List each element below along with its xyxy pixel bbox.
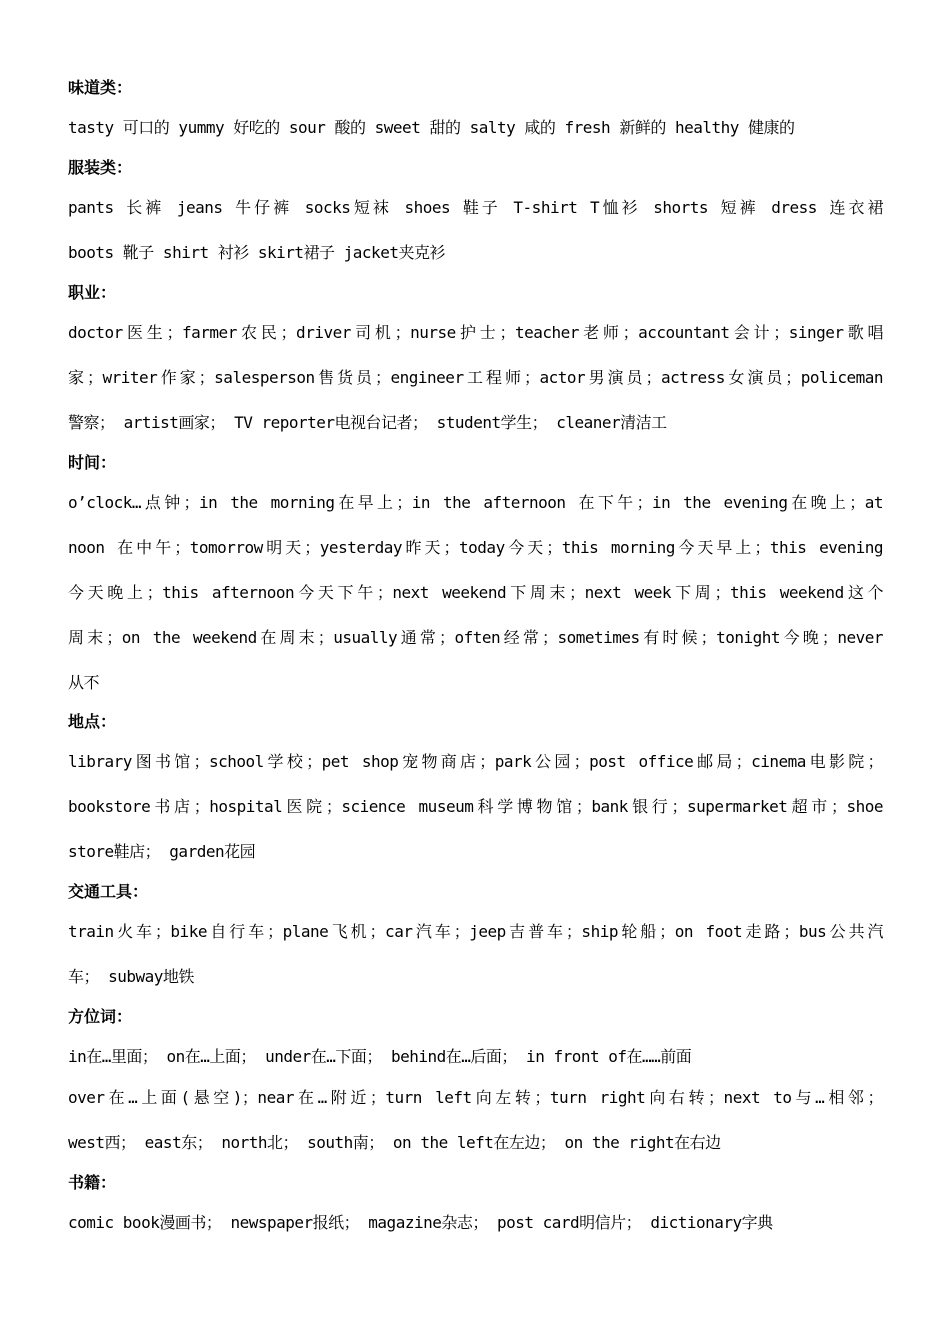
section-line: tasty 可口的 yummy 好吃的 sour 酸的 sweet 甜的 salty 咸的 fresh 新鲜的 healthy 健康的 <box>68 118 795 137</box>
section-line: train火车；bike自行车；plane飞机；car汽车；jeep吉普车；ship轮船；on foot走路；bus公共汽 <box>68 922 883 941</box>
section-line: 家；writer作家；salesperson售货员；engineer工程师；actor男演员；actress女演员；policeman <box>68 368 883 387</box>
section-title-taste: 味道类： <box>68 78 133 97</box>
section-line: noon 在中午；tomorrow明天；yesterday昨天；today今天；this morning今天早上；this evening <box>68 538 883 557</box>
section-line: boots 靴子 shirt 衬衫 skirt裙子 jacket夹克衫 <box>68 243 445 262</box>
section-title-jobs: 职业： <box>68 283 117 302</box>
section-title-time: 时间： <box>68 453 117 472</box>
section-line: in在…里面； on在…上面； under在…下面； behind在…后面； in front of在……前面 <box>68 1047 692 1066</box>
section-title-directions: 方位词： <box>68 1007 133 1026</box>
section-title-transport: 交通工具： <box>68 882 149 901</box>
section-line: 周末；on the weekend在周末；usually通常；often经常；sometimes有时候；tonight今晚；never <box>68 628 883 647</box>
section-line: west西； east东； north北； south南； on the left在左边； on the right在右边 <box>68 1133 721 1152</box>
section-line: comic book漫画书； newspaper报纸； magazine杂志； post card明信片； dictionary字典 <box>68 1213 773 1232</box>
section-line: over在…上面(悬空)；near在…附近；turn left向左转；turn right向右转；next to与…相邻； <box>68 1088 883 1107</box>
section-line: 今天晚上；this afternoon今天下午；next weekend下周末；next week下周；this weekend这个 <box>68 583 883 602</box>
section-title-clothing: 服装类： <box>68 158 133 177</box>
section-line: doctor医生；farmer农民；driver司机；nurse护士；teacher老师；accountant会计；singer歌唱 <box>68 323 883 342</box>
section-line: o’clock…点钟；in the morning在早上；in the afternoon 在下午；in the evening在晚上；at <box>68 493 883 512</box>
section-line: library图书馆；school学校；pet shop宠物商店；park公园；post office邮局；cinema电影院； <box>68 752 883 771</box>
section-line: 警察； artist画家； TV reporter电视台记者； student学生； cleaner清洁工 <box>68 413 667 432</box>
section-line: store鞋店； garden花园 <box>68 842 256 861</box>
section-title-places: 地点： <box>68 712 117 731</box>
section-line: 从不 <box>68 673 100 692</box>
section-line: 车； subway地铁 <box>68 967 194 986</box>
section-title-books: 书籍： <box>68 1173 117 1192</box>
section-line: pants 长裤 jeans 牛仔裤 socks短袜 shoes 鞋子 T-shirt T恤衫 shorts 短裤 dress 连衣裙 <box>68 198 883 217</box>
section-line: bookstore书店；hospital医院；science museum科学博物馆；bank银行；supermarket超市；shoe <box>68 797 883 816</box>
